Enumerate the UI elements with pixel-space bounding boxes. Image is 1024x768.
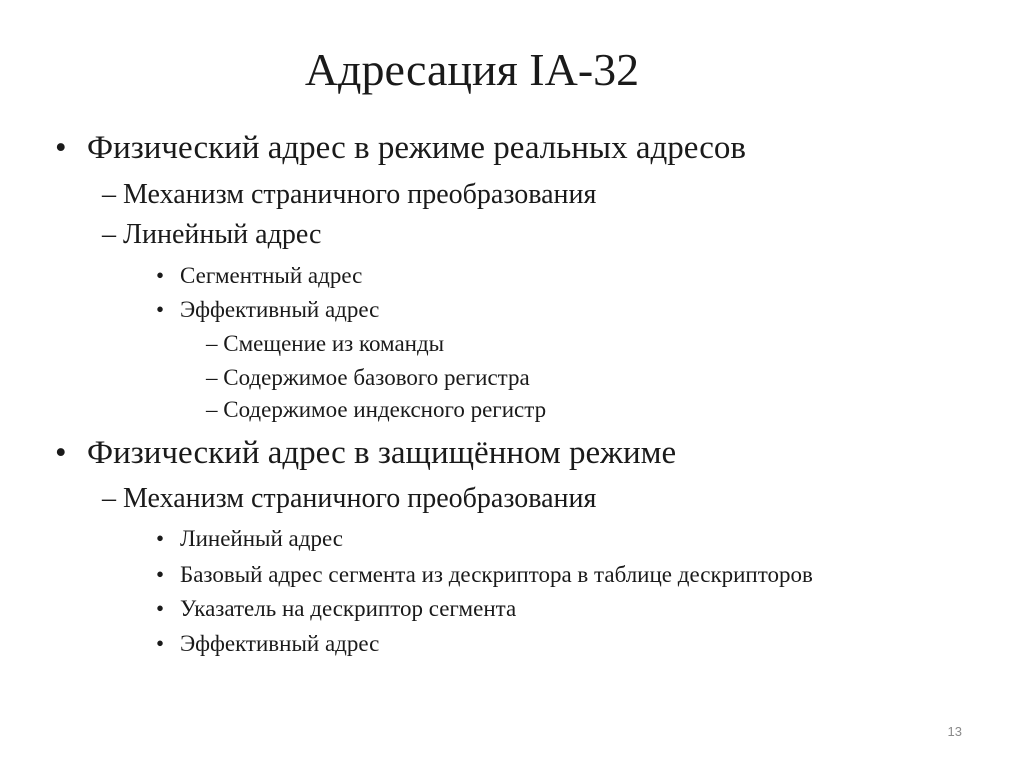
bullet-item-protected-mode xyxy=(55,433,676,473)
sub-sub-item-effective-address-protected xyxy=(156,630,379,658)
bullet-dot: • xyxy=(55,130,67,166)
bullet-text: Физический адрес в защищённом режиме xyxy=(87,435,677,471)
sub-sub-item-text: Базовый адрес сегмента из дескриптора в таблице дескрипторов xyxy=(180,562,813,587)
bullet-dot: • xyxy=(156,526,165,551)
sub-sub-item-linear-address xyxy=(156,525,343,553)
level4-item-index-register xyxy=(206,396,546,424)
bullet-item-real-mode xyxy=(55,128,746,168)
sub-sub-item-effective-address xyxy=(156,296,379,324)
sub-sub-item-text: Эффективный адрес xyxy=(180,631,380,656)
sub-sub-item-segment-address xyxy=(156,262,362,290)
level4-item-offset xyxy=(206,330,444,358)
sub-item-paging-protected xyxy=(102,482,596,516)
sub-item-text: Механизм страничного преобразования xyxy=(123,483,597,514)
sub-sub-item-text: Линейный адрес xyxy=(180,526,343,551)
bullet-dot: • xyxy=(55,435,67,471)
sub-sub-item-descriptor-selector xyxy=(156,595,516,623)
dash-marker: – xyxy=(206,365,218,390)
sub-sub-item-text: Сегментный адрес xyxy=(180,263,363,288)
sub-item-linear-address xyxy=(102,218,321,252)
slide-number: 13 xyxy=(947,724,962,739)
bullet-dot: • xyxy=(156,596,165,621)
dash-marker: – xyxy=(102,219,116,250)
dash-marker: – xyxy=(102,179,116,210)
bullet-dot: • xyxy=(156,297,165,322)
dash-marker: – xyxy=(102,483,116,514)
slide-title: Адресация IA-32 xyxy=(304,44,640,95)
level4-item-text: Содержимое базового регистра xyxy=(223,365,530,390)
dash-marker: – xyxy=(206,331,218,356)
bullet-text: Физический адрес в режиме реальных адресов xyxy=(87,130,746,166)
level4-item-base-register xyxy=(206,364,530,392)
sub-item-paging xyxy=(102,178,596,212)
sub-item-text: Линейный адрес xyxy=(123,219,322,250)
bullet-dot: • xyxy=(156,562,165,587)
level4-item-text: Смещение из команды xyxy=(223,331,445,356)
sub-sub-item-text: Эффективный адрес xyxy=(180,297,380,322)
sub-sub-item-text: Указатель на дескриптор сегмента xyxy=(180,596,517,621)
sub-item-text: Механизм страничного преобразования xyxy=(123,179,597,210)
bullet-dot: • xyxy=(156,263,165,288)
sub-sub-item-segment-base xyxy=(156,561,813,589)
level4-item-text: Содержимое индексного регистр xyxy=(223,397,547,422)
bullet-dot: • xyxy=(156,631,165,656)
dash-marker: – xyxy=(206,397,218,422)
